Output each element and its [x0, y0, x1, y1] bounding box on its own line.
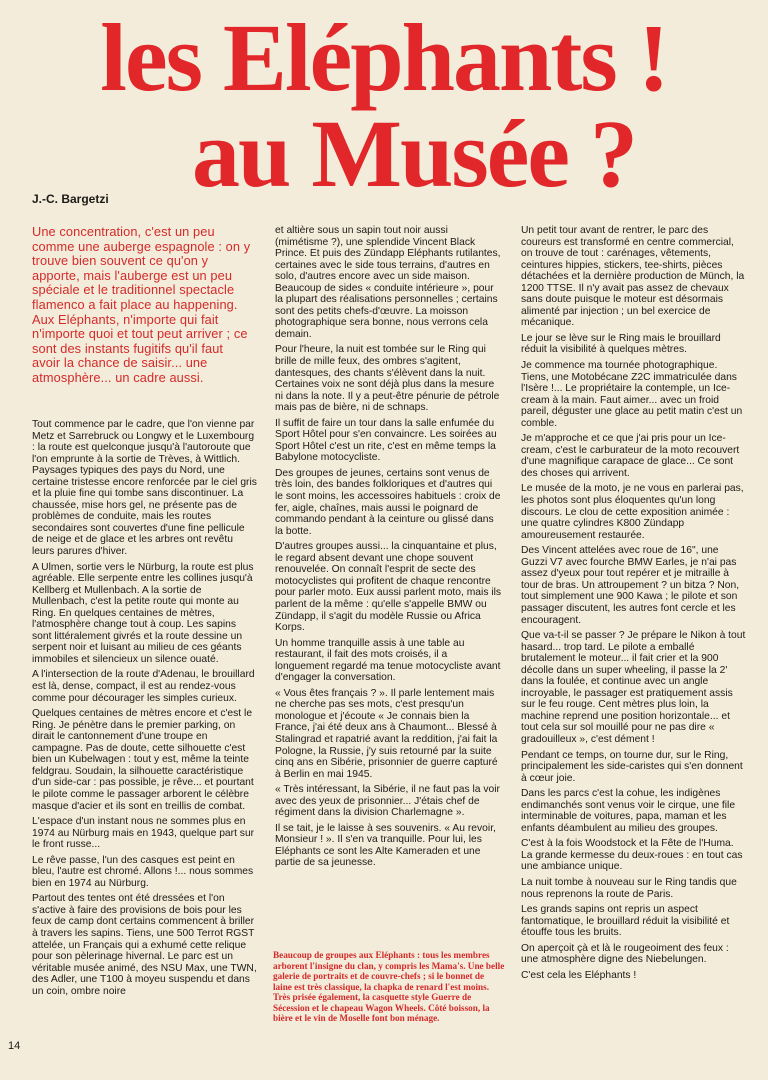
- paragraph: Les grands sapins ont repris un aspect fantomatique, le brouillard réduit la visibilité et étouffe tous les bruits.: [521, 904, 730, 939]
- paragraph: Des Vincent attelées avec roue de 16", une Guzzi V7 avec fourche BMW Earles, je n'ai pas assez d'yeux pour tout repérer et je mitraille à tour de bras. Un attroupement ? un bitza ? Non, tout simplement une 900 Kawa ; le pilote et son passager discutent, les autres font cercle et les encouragent.: [521, 545, 740, 626]
- intro-paragraphs: [32, 225, 254, 386]
- paragraph: On aperçoit çà et là le rougeoiment des feux : une atmosphère digne des Niebelungen.: [521, 942, 729, 966]
- paragraph: Pendant ce temps, on tourne dur, sur le Ring, principalement les side-caristes qui s'en donnent à cœur joie.: [521, 749, 743, 784]
- paragraph: A l'intersection de la route d'Adenau, le brouillard est là, dense, compact, il est au rendez-vous comme pour décourager les simples curieux.: [32, 669, 255, 704]
- paragraph: L'espace d'un instant nous ne sommes plus en 1974 au Nürburg mais en 1943, quelque part sur le front russe...: [32, 816, 255, 851]
- paragraph: La nuit tombe à nouveau sur le Ring tandis que nous reprenons la route de Paris.: [521, 876, 737, 900]
- paragraph: Il suffit de faire un tour dans la salle enfumée du Sport Hôtel pour s'en convaincre. Les soirées au Sport Hôtel c'est un rite, c'est en même temps la Babylone motocycliste.: [275, 417, 497, 464]
- article-column-3: [521, 225, 747, 985]
- paragraph: « Vous êtes français ? ». Il parle lentement mais ne cherche pas ses mots, c'est presqu'un monologue et j'écoute « Je connais bien la France, j'ai été deux ans à Chaumont... Blessé à Stalingrad et rapatrié avant la reddition, j'ai fait la Pologne, la Russie, j'y suis retourné par la suite cinq ans en Sibérie, prisonnier de guerre capturé à Berlin en mai 1945.: [275, 687, 498, 780]
- paragraph: Le jour se lève sur le Ring mais le brouillard réduit la visibilité à quelques mètres.: [521, 332, 721, 356]
- paragraph: C'est cela les Eléphants !: [521, 969, 637, 981]
- paragraph: Un petit tour avant de rentrer, le parc des coureurs est transformé en centre commercial, on trouve de tout : carénages, vêtements, ceintures hippies, stickers, tee-shirts, pièces détachées et la dernière production de Münch, la 1200 TTSE. Il n'y avait pas assez de chevaux sans doute puisque le moteur est désormais alimenté par injection ; un bel exercice de mécanique.: [521, 225, 745, 329]
- article-column-2: [275, 225, 503, 873]
- paragraph: A Ulmen, sortie vers le Nürburg, la route est plus agréable. Elle serpente entre les collines jusqu'à Kellberg et Mullenbach. A la sortie de Mullenbach, c'est la petite route qui monte au Ring. En quelques centaines de mètres, l'atmosphère change tout à coup. Les sapins sont littéralement givrés et la route dessine un serpent noir et luisant au milieu de ces géants immobiles et silencieux un silence ouaté.: [32, 561, 254, 665]
- intro-paragraph: Une concentration, c'est un peu comme une auberge espagnole : on y trouve bien souvent ce qu'on y apporte, mais l'auberge est un peu spéciale et le traditionnel spectacle flamenco a fait place au happening.: [32, 224, 251, 312]
- paragraph: Il se tait, je le laisse à ses souvenirs. « Au revoir, Monsieur ! ». Il s'en va tranquille. Pour lui, les Eléphants ce sont les Alte Kameraden et une partie de sa jeunesse.: [275, 822, 496, 869]
- paragraph: C'est à la fois Woodstock et la Fête de l'Huma. La grande kermesse du deux-roues : en tout cas une ambiance unique.: [521, 838, 743, 873]
- paragraph: Des groupes de jeunes, certains sont venus de très loin, des bandes folkloriques et d'autres qui le sont moins, les accessoires habituels : croix de fer, aigle, chaînes, mais aussi le poignard de commando pendant à la ceinture ou glissé dans la botte.: [275, 467, 501, 537]
- paragraph: Je commence ma tournée photographique. Tiens, une Motobécane Z2C immatriculée dans l'Isère !... Le propriétaire la contemple, un Ice-cream à la main. Faut aimer... avec un froid pareil, déguster une glace au petit matin c'est un comble.: [521, 360, 743, 429]
- page-number: 14: [8, 1040, 21, 1052]
- paragraph: Dans les parcs c'est la cohue, les indigènes endimanchés sont venus voir le cirque, une file interminable de voitures, papa, maman et les enfants déambulent au milieu des groupes.: [521, 788, 736, 834]
- paragraph: Quelques centaines de mètres encore et c'est le Ring. Je pénètre dans le premier parking, on dirait le cantonnement d'une troupe en campagne. Pas de doute, cette silhouette c'est bien un Kubelwagen : tout y est, même la teinte feldgrau. Soudain, la silhouette caractéristique d'un side-car : pas possible, je rêve... et pourtant le pilote comme le passager arborent le célèbre masque d'acier et ils sont en treillis de combat.: [32, 708, 254, 812]
- paragraph: Le musée de la moto, je ne vous en parlerai pas, les photos sont plus éloquentes qu'un long discours. Le clou de cette exposition animée : une quatre cylindres K800 Zündapp amoureusement restaurée.: [521, 483, 744, 541]
- paragraph: Je m'approche et ce que j'ai pris pour un Ice-cream, c'est le carburateur de la moto recouvert d'une magnifique carapace de glace... Ce sont des choses qui arrivent.: [521, 433, 740, 479]
- paragraph: et altière sous un sapin tout noir aussi (mimétisme ?), une splendide Vincent Black Prince. Et puis des Zündapp Eléphants rutilantes, certaines avec le side tous terrains, d'autres en solo, d'autres encore avec un side maison. Beaucoup de sides « conduite intérieure », pour la plupart des réalisations personnelles ; certains sont des petits chefs-d'œuvre. La moisson photographique sera bonne, nous verrons cela demain.: [275, 225, 501, 340]
- title-line-1: les Eléphants !: [100, 4, 668, 111]
- author-byline: J.-C. Bargetzi: [32, 192, 109, 206]
- paragraph: Un homme tranquille assis à une table au restaurant, il fait des mots croisés, il a longuement regardé ma tenue motocycliste avant d'engager la conversation.: [275, 637, 501, 684]
- paragraph: Que va-t-il se passer ? Je prépare le Nikon à tout hasard... trop tard. Le pilote a emballé brutalement le moteur... il fait crier et la 900 décolle dans un super wheeling, il passe la 2' dans la foulée, et continue avec un angle incroyable, le passager est pratiquement assis sur le feu rouge. Cent mètres plus loin, la machine reprend une position horizontale... et tout cela sur sol mouillé pour ne pas dire « gradouilleux », c'est dément !: [521, 630, 746, 745]
- photo-caption: Beaucoup de groupes aux Eléphants : tous les membres arborent l'insigne du clan, y compris les Mama's. Une belle galerie de portraits et de couvre-chefs ; si le bonnet de laine est très classique, la chapka de renard l'est moins. Très prisée également, la casquette style Guerre de Sécession et le chapeau Wagon Wheels. Côté boisson, la bière et le vin de Moselle font bon ménage.: [273, 950, 505, 1023]
- intro-paragraph: Aux Eléphants, n'importe qui fait n'importe quoi et tout peut arriver ; ce sont des instants fugitifs qu'il faut avoir la chance de saisir... une atmosphère... un cadre aussi.: [32, 311, 248, 385]
- paragraph: Tout commence par le cadre, que l'on vienne par Metz et Sarrebruck ou Longwy et le Luxembourg : la route est quelconque jusqu'à l'autoroute que l'on emprunte à la sortie de Trèves, à Wittlich. Paysages typiques des pays du Nord, une certaine tristesse encore renforcée par le ciel gris et la pluie fine qui tombe sans discontinuer. La chaussée, mise hors gel, ne présente pas de problèmes de conduite, mais les routes secondaires sont couvertes d'une fine pellicule de neige et de glace et les arbres ont revêtu leurs parures d'hiver.: [32, 419, 257, 558]
- paragraph: Pour l'heure, la nuit est tombée sur le Ring qui brille de mille feux, des ombres s'agitent, dantesques, des chants s'élèvent dans la nuit. Certaines voix ne sont déjà plus dans la mesure ni dans la note. Il y a peut-être pénurie de pétrole mais pas de bière, ni de schnaps.: [275, 344, 500, 414]
- paragraph: Partout des tentes ont été dressées et l'on s'active à faire des provisions de bois pour les feux de camp dont certains commencent à briller à travers les sapins. Tiens, une 500 Terrot RGST attelée, un Français qui a exhumé cette relique pour son pèlerinage hivernal. Le parc est un véritable musée animé, des NSU Max, une TWN, des Adler, une T100 à moyeu suspendu et dans un coin, ombre noire: [32, 893, 257, 997]
- title-line-2: au Musée ?: [192, 100, 636, 207]
- paragraph: D'autres groupes aussi... la cinquantaine et plus, le regard absent devant une chope souvent renouvelée. On connaît l'esprit de secte des motocyclistes qui profitent de chaque rencontre pour parler moto. Eux aussi parlent moto, mais ils parlent de la même : qu'elle s'appelle BMW ou Zündapp, il s'agit du modèle Russie ou Africa Korps.: [275, 541, 502, 634]
- paragraph: « Très intéressant, la Sibérie, il ne faut pas la voir avec des yeux de prisonnier... J'étais chef de régiment dans la division Charlemagne ».: [275, 784, 500, 819]
- article-column-1: [32, 419, 258, 1001]
- paragraph: Le rêve passe, l'un des casques est peint en bleu, l'autre est chromé. Allons !... nous sommes bien en 1974 au Nürburg.: [32, 854, 254, 889]
